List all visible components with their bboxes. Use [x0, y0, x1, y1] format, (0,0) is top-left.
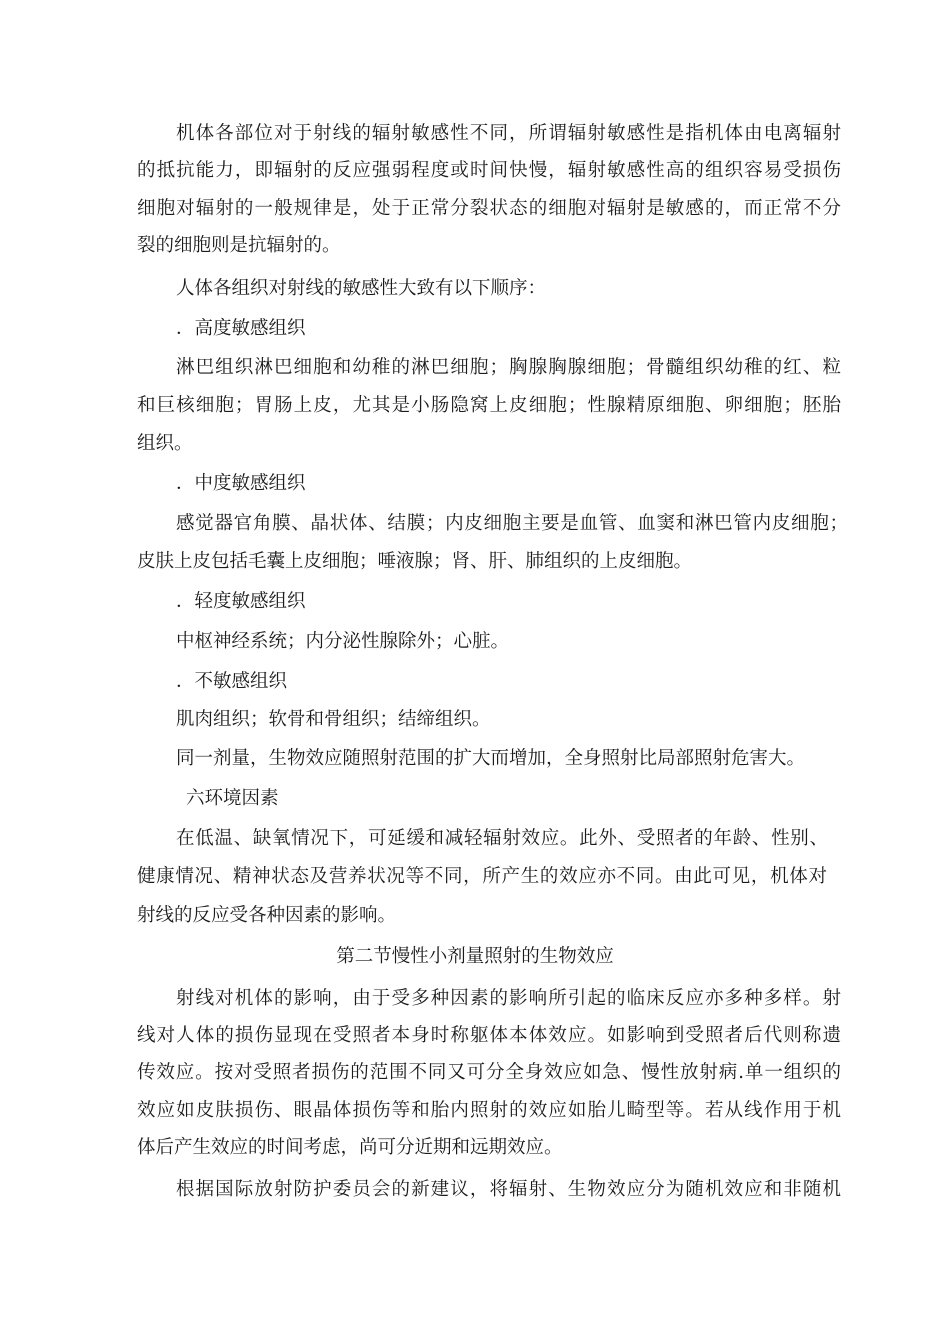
section-heading: 六环境因素	[186, 788, 279, 809]
section-heading: ．高度敏感组织	[176, 318, 306, 339]
paragraph-line: 机体各部位对于射线的辐射敏感性不同，所谓辐射敏感性是指机体由电离辐射	[176, 123, 841, 144]
section-heading: ．轻度敏感组织	[176, 591, 306, 612]
paragraph-line: 人体各组织对射线的敏感性大致有以下顺序：	[176, 278, 547, 299]
paragraph-line: 的抵抗能力，即辐射的反应强弱程度或时间快慢，辐射敏感性高的组织容易受损伤	[137, 160, 841, 181]
paragraph-line: 健康情况、精神状态及营养状况等不同，所产生的效应亦不同。由此可见，机体对	[137, 866, 827, 887]
paragraph-line: 根据国际放射防护委员会的新建议，将辐射、生物效应分为随机效应和非随机	[176, 1179, 841, 1200]
section-title: 第二节慢性小剂量照射的生物效应	[336, 946, 614, 967]
paragraph-line: 体后产生效应的时间考虑，尚可分近期和远期效应。	[137, 1137, 563, 1158]
paragraph-line: 线对人体的损伤显现在受照者本身时称躯体本体效应。如影响到受照者后代则称遗	[137, 1025, 841, 1046]
paragraph-line: 同一剂量，生物效应随照射范围的扩大而增加，全身照射比局部照射危害大。	[176, 748, 806, 769]
paragraph-line: 在低温、缺氧情况下，可延缓和减轻辐射效应。此外、受照者的年龄、性别、	[176, 828, 828, 849]
paragraph-line: 组织。	[137, 433, 193, 454]
section-heading: ．中度敏感组织	[176, 473, 306, 494]
paragraph-line: 射线对机体的影响，由于受多种因素的影响所引起的临床反应亦多种多样。射	[176, 988, 841, 1009]
paragraph-line: 传效应。按对受照者损伤的范围不同又可分全身效应如急、慢性放射病.单一组织的	[137, 1062, 841, 1083]
paragraph-line: 淋巴组织淋巴细胞和幼稚的淋巴细胞；胸腺胸腺细胞；骨髓组织幼稚的红、粒	[176, 357, 841, 378]
paragraph-line: 皮肤上皮包括毛囊上皮细胞；唾液腺；肾、肝、肺组织的上皮细胞。	[137, 551, 693, 572]
paragraph-line: 效应如皮肤损伤、眼晶体损伤等和胎内照射的效应如胎儿畸型等。若从线作用于机	[137, 1100, 841, 1121]
section-heading: ．不敏感组织	[176, 671, 288, 692]
paragraph-line: 感觉器官角膜、晶状体、结膜；内皮细胞主要是血管、血窦和淋巴管内皮细胞；	[176, 513, 848, 534]
paragraph-line: 射线的反应受各种因素的影响。	[137, 905, 397, 926]
paragraph-line: 和巨核细胞；胃肠上皮，尤其是小肠隐窝上皮细胞；性腺精原细胞、卵细胞；胚胎	[137, 395, 841, 416]
paragraph-line: 肌肉组织；软骨和骨组织；结缔组织。	[176, 709, 491, 730]
paragraph-line: 细胞对辐射的一般规律是，处于正常分裂状态的细胞对辐射是敏感的，而正常不分	[137, 198, 841, 219]
paragraph-line: 裂的细胞则是抗辐射的。	[137, 235, 341, 256]
paragraph-line: 中枢神经系统；内分泌性腺除外；心脏。	[176, 631, 510, 652]
